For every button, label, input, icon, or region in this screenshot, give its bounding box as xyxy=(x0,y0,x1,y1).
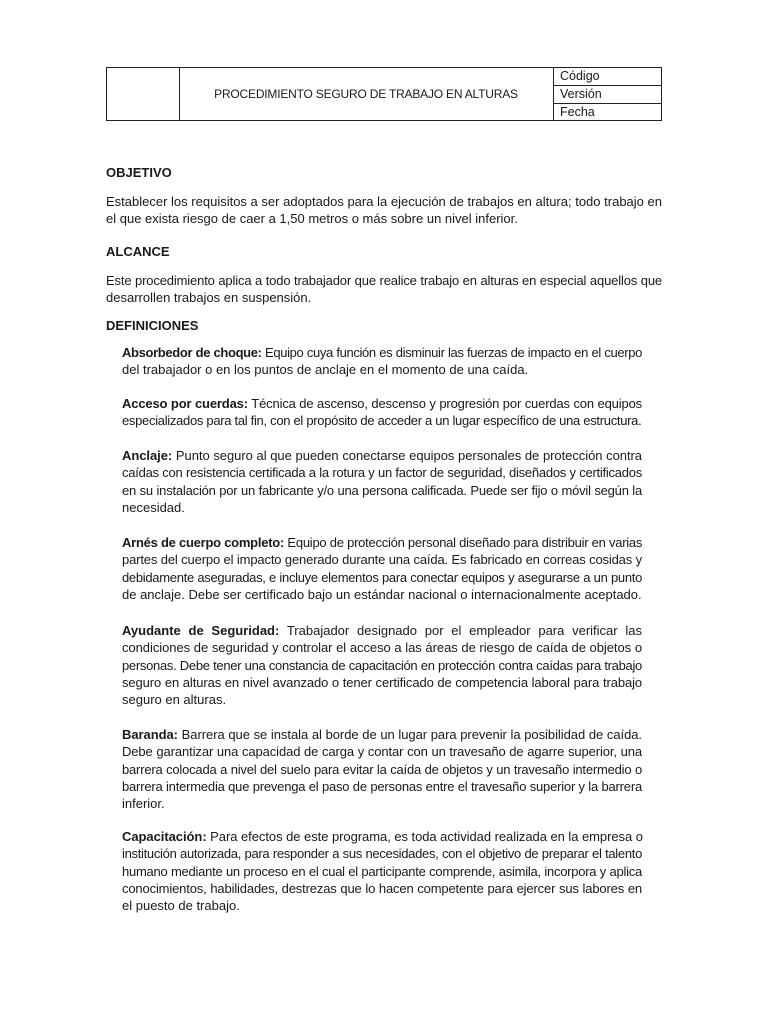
text-line xyxy=(122,586,642,603)
field-codigo: Código xyxy=(553,68,661,86)
definition-text: condiciones de seguridad y controlar el acceso a las áreas de riesgo de caída de objetos o xyxy=(122,640,642,656)
text-line xyxy=(122,691,642,708)
text-line: Establecer los requisitos a ser adoptados para la ejecución de trabajos en altura; todo trabajo en xyxy=(106,194,662,209)
definition-term: Baranda: xyxy=(122,727,178,742)
text-line xyxy=(122,674,642,691)
definition-text: Barrera que se instala al borde de un lugar para prevenir la posibilidad de caída. xyxy=(177,727,642,742)
text-line xyxy=(122,569,642,586)
definition-item xyxy=(122,395,642,430)
definition-term: Capacitación: xyxy=(122,829,207,844)
definition-term: Anclaje: xyxy=(122,448,173,463)
text-line xyxy=(122,828,642,845)
definition-text: humano mediante un proceso en el cual el participante comprende, asimila, incorpora y aplica xyxy=(122,863,642,879)
definition-text: necesidad. xyxy=(122,499,185,515)
text-line xyxy=(122,726,642,743)
text-line xyxy=(122,464,642,481)
text-line xyxy=(122,639,642,656)
text-line xyxy=(122,499,642,516)
document-control-fields xyxy=(553,68,661,120)
definition-text: Equipo de protección personal diseñado para distribuir en varias xyxy=(284,535,643,550)
field-fecha: Fecha xyxy=(560,105,595,119)
text-line xyxy=(122,395,642,412)
definition-text: del trabajador o en los puntos de anclaje en el momento de una caída. xyxy=(122,362,529,378)
text-line: desarrollen trabajos en suspensión. xyxy=(106,290,312,306)
definition-item xyxy=(122,726,642,812)
definition-term: Arnés de cuerpo completo: xyxy=(122,535,285,550)
document-title: PROCEDIMIENTO SEGURO DE TRABAJO EN ALTURAS xyxy=(179,68,554,120)
objetivo-paragraph xyxy=(106,193,662,228)
definition-text: seguro en alturas. xyxy=(122,692,227,708)
text-line xyxy=(122,880,642,897)
definition-item xyxy=(122,534,642,603)
alcance-paragraph xyxy=(106,272,662,307)
definition-text: Para efectos de este programa, es toda actividad realizada en la empresa o xyxy=(206,829,643,844)
text-line: Este procedimiento aplica a todo trabajador que realice trabajo en alturas en especial aquellos que xyxy=(106,273,662,288)
definition-text: el puesto de trabajo. xyxy=(122,898,240,914)
text-line xyxy=(122,795,642,812)
heading-definiciones: DEFINICIONES xyxy=(106,318,199,333)
heading-alcance: ALCANCE xyxy=(106,244,170,259)
definition-text: barrera colocada a nivel del suelo para evitar la caída de objetos y un travesaño intermedio o xyxy=(122,761,642,777)
text-line xyxy=(122,761,642,778)
definition-term: Ayudante de Seguridad: xyxy=(122,623,280,638)
definition-text: personas. Debe tener una constancia de capacitación en protección contra caídas para trabajo xyxy=(122,657,642,673)
definition-text: debidamente aseguradas, e incluye elementos para conectar equipos y asegurarse a un punto xyxy=(122,569,642,585)
text-line xyxy=(122,447,642,464)
definition-text: conocimientos, habilidades, destrezas que lo hacen competente para ejercer sus labores en xyxy=(122,880,642,896)
text-line xyxy=(122,897,642,914)
definition-text: Equipo cuya función es disminuir las fuerzas de impacto en el cuerpo xyxy=(261,345,642,360)
text-line xyxy=(122,743,642,760)
text-line xyxy=(122,361,642,378)
definition-text: especializados para tal fin, con el propósito de acceder a un lugar específico de una estructura. xyxy=(122,413,642,429)
definition-text: partes del cuerpo el impacto generado durante una caída. Es fabricado en correas cosidas y xyxy=(122,552,642,568)
heading-objetivo: OBJETIVO xyxy=(106,165,172,180)
definition-text: Trabajador designado por el empleador para verificar las xyxy=(279,623,642,638)
definition-item xyxy=(122,622,642,708)
definition-term: Absorbedor de choque: xyxy=(122,345,262,360)
definition-term: Acceso por cuerdas: xyxy=(122,396,248,411)
definition-item xyxy=(122,828,642,914)
text-line xyxy=(122,344,642,361)
definition-text: en su instalación por un fabricante y/o una persona calificada. Puede ser fijo o móvil según la xyxy=(122,482,642,498)
logo-cell xyxy=(107,68,180,120)
definition-text: inferior. xyxy=(122,796,165,812)
text-line xyxy=(122,863,642,880)
definition-text: institución autorizada, para responder a sus necesidades, con el objetivo de preparar el talento xyxy=(122,846,642,862)
text-line xyxy=(122,845,642,862)
definition-text: caídas con resistencia certificada a la rotura y un factor de seguridad, diseñados y certificados xyxy=(122,465,642,481)
text-line xyxy=(122,622,642,639)
text-line xyxy=(122,551,642,568)
definition-text: seguro en alturas en nivel avanzado o tener certificado de competencia laboral para trabajo xyxy=(122,674,642,690)
text-line xyxy=(122,534,642,551)
definition-text: Punto seguro al que pueden conectarse equipos personales de protección contra xyxy=(172,448,642,463)
definition-text: de anclaje. Debe ser certificado bajo un estándar nacional o internacionalmente aceptado. xyxy=(122,586,642,602)
definition-text: barrera intermedia que prevenga el paso de personas entre el travesaño superior y la barrera xyxy=(122,778,642,794)
definition-item xyxy=(122,447,642,516)
definition-text: Técnica de ascenso, descenso y progresión por cuerdas con equipos xyxy=(247,396,642,411)
text-line xyxy=(122,412,642,429)
document-header-table xyxy=(106,67,662,121)
text-line xyxy=(122,778,642,795)
text-line xyxy=(122,657,642,674)
text-line: el que exista riesgo de caer a 1,50 metros o más sobre un nivel inferior. xyxy=(106,211,518,227)
text-line xyxy=(122,482,642,499)
field-version: Versión xyxy=(553,86,661,104)
definition-text: Debe garantizar una capacidad de carga y contar con un travesaño de agarre superior, una xyxy=(122,744,642,760)
definition-item xyxy=(122,344,642,379)
